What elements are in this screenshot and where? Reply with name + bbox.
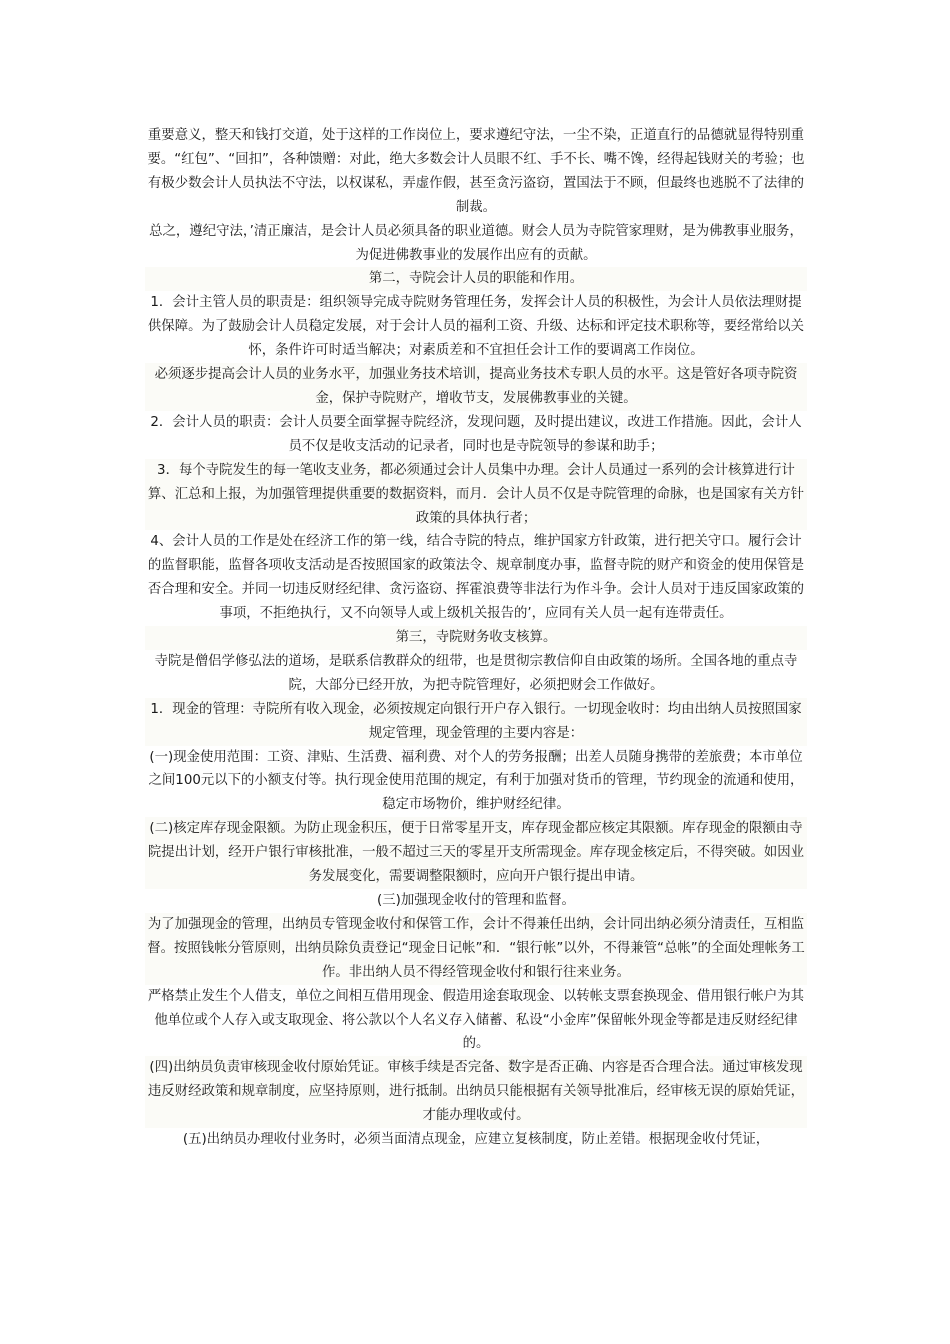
paragraph-15: 为了加强现金的管理，出纳员专管现金收付和保管工作，会计不得兼任出纳，会计同出纳必须分清责任，互相监督。按照钱帐分管原则，出纳员除负责登记“现金日记帐”和．“银行帐”以外，不得兼管“总帐”的全面处理帐务工作。非出纳人员不得经管现金收付和银行往来业务。 <box>145 913 807 985</box>
paragraph-5: 必须逐步提高会计人员的业务水平，加强业务技术培训，提高业务技术专职人员的水平。这是管好各项寺院资金，保护寺院财产，增收节支，发展佛教事业的关键。 <box>145 363 807 411</box>
paragraph-7: 3．每个寺院发生的每一笔收支业务，都必须通过会计人员集中办理。会计人员通过一系列的会计核算进行计算、汇总和上报，为加强管理提供重要的数据资料，而月．会计人员不仅是寺院管理的命脉，也是国家有关方针政策的具体执行者； <box>145 459 807 531</box>
paragraph-13: (二)核定库存现金限额。为防止现金积压，便于日常零星开支，库存现金都应核定其限额。库存现金的限额由寺院提出计划，经开户银行审核批准，一般不超过三天的零星开支所需现金。库存现金核定后，不得突破。如因业务发展变化，需要调整限额时，应向开户银行提出申请。 <box>145 817 807 889</box>
paragraph-16: 严格禁止发生个人借支，单位之间相互借用现金、假造用途套取现金、以转帐支票套换现金、借用银行帐户为其他单位或个人存入或支取现金、将公款以个人名义存入储蓄、私设“小金库”保留帐外现金等都是违反财经纪律的。 <box>147 988 805 1052</box>
paragraph-14: (三)加强现金收付的管理和监督。 <box>377 893 575 908</box>
paragraph-11: 1．现金的管理：寺院所有收入现金，必须按规定向银行开户存入银行。一切现金收时：均由出纳人员按照国家规定管理，现金管理的主要内容是： <box>145 698 807 746</box>
paragraph-8: 4、会计人员的工作是处在经济工作的第一线，结合寺院的特点，维护国家方针政策，进行把关守口。履行会计的监督职能，监督各项收支活动是否按照国家的政策法令、规章制度办事，监督寺院的财产和资金的使用保管是否合理和安全。并同一切违反财经纪律、贪污盗窃、挥霍浪费等非法行为作斗争。会计人员对于违反国家政策的事项，不拒绝执行，又不向领导人或上级机关报告的’，应同有关人员一起有连带责任。 <box>147 534 805 622</box>
document-page <box>145 124 807 1152</box>
paragraph-2: 总之，遵纪守法，’清正廉洁，是会计人员必须具备的职业道德。财会人员为寺院管家理财，是为佛教事业服务，为促进佛教事业的发展作出应有的贡献。 <box>149 223 803 263</box>
paragraph-4: 1．会计主管人员的职责是：组织领导完成寺院财务管理任务，发挥会计人员的积极性，为会计人员依法理财提供保障。为了鼓励会计人员稳定发展，对于会计人员的福利工资、升级、达标和评定技术职称等，要经常给以关怀，条件许可时适当解决；对素质差和不宜担任会计工作的要调离工作岗位。 <box>147 295 805 359</box>
paragraph-12: (一)现金使用范围：工资、津贴、生活费、福利费、对个人的劳务报酬；出差人员随身携带的差旅费；本市单位之间100元以下的小额支付等。执行现金使用范围的规定，有利于加强对货币的管理，节约现金的流通和使用，稳定市场物价，维护财经纪律。 <box>148 749 804 813</box>
section-heading-3: 第三，寺院财务收支核算。 <box>145 626 807 650</box>
paragraph-6: 2．会计人员的职责：会计人员要全面掌握寺院经济，发现问题，及时提出建议，改进工作措施。因此，会计人员不仅是收支活动的记录者，同时也是寺院领导的参谋和助手； <box>150 414 802 454</box>
paragraph-18: (五)出纳员办理收付业务时，必须当面清点现金，应建立复核制度，防止差错。根据现金收付凭证， <box>182 1132 770 1148</box>
section-heading-2: 第二，寺院会计人员的职能和作用。 <box>145 267 807 291</box>
paragraph-1: 重要意义，整天和钱打交道，处于这样的工作岗位上，要求遵纪守法，一尘不染，正道直行的品德就显得特别重要。“红包”、“回扣”，各种馈赠：对此，绝大多数会计人员眼不红、手不长、嘴不馋，经得起钱财关的考验；也有极少数会计人员执法不守法，以权谋私，弄虚作假，甚至贪污盗窃，置国法于不顾，但最终也逃脱不了法律的制裁。 <box>147 128 805 215</box>
paragraph-10: 寺院是僧侣学修弘法的道场，是联系信教群众的纽带，也是贯彻宗教信仰自由政策的场所。全国各地的重点寺院，大部分已经开放，为把寺院管理好，必须把财会工作做好。 <box>154 653 798 693</box>
paragraph-17: (四)出纳员负责审核现金收付原始凭证。审核手续是否完备、数字是否正确、内容是否合理合法。通过审核发现违反财经政策和规章制度，应坚持原则，进行抵制。出纳员只能根据有关领导批准后，经审核无误的原始凭证，才能办理收或付。 <box>145 1056 807 1128</box>
